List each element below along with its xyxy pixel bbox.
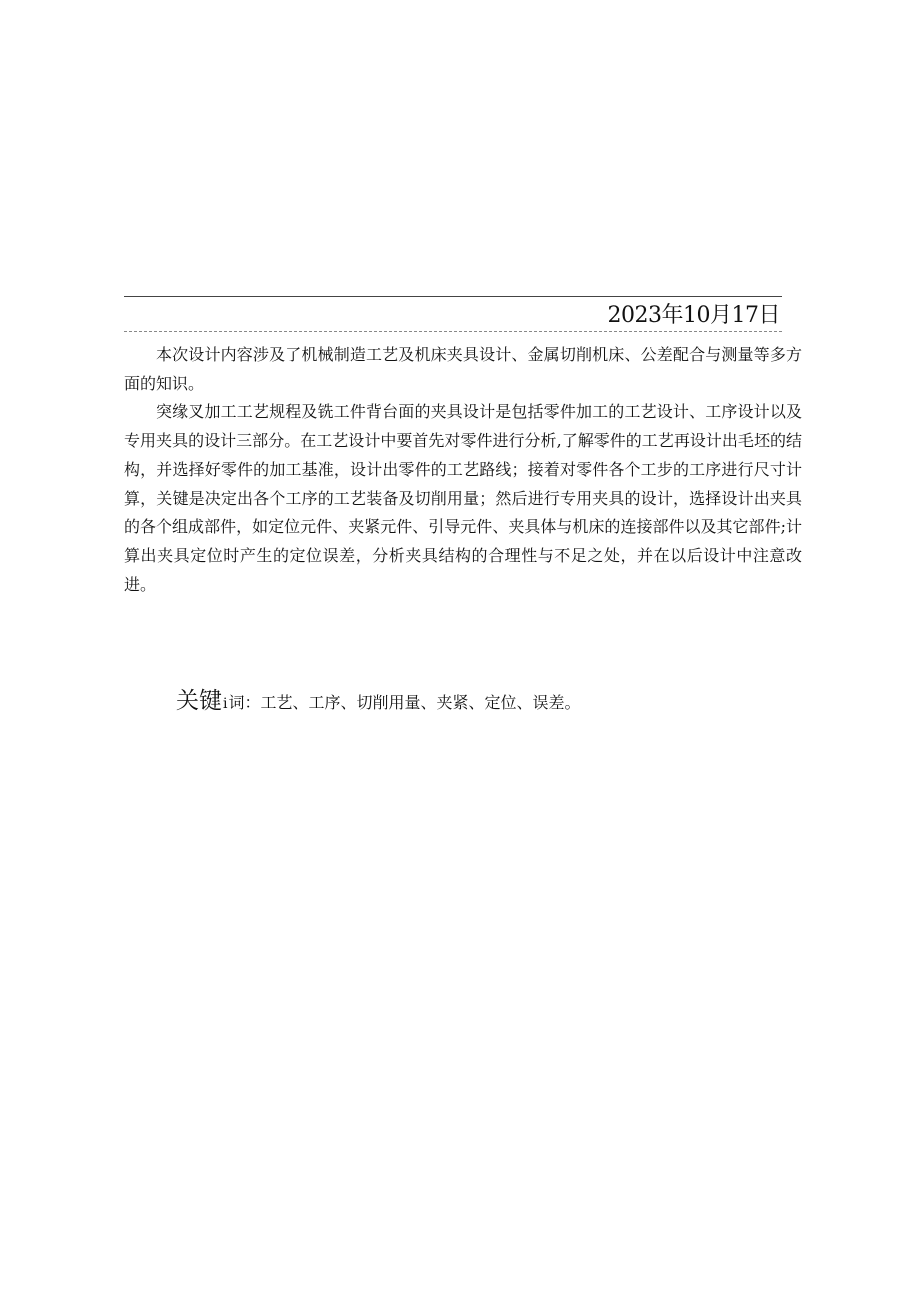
abstract-body xyxy=(124,341,802,599)
abstract-paragraph-1: 本次设计内容涉及了机械制造工艺及机床夹具设计、金属切削机床、公差配合与测量等多方面的知识。 xyxy=(124,345,802,393)
keywords-separator: i xyxy=(223,696,228,712)
header-top-rule xyxy=(124,296,782,297)
header-date: 2023年10月17日 xyxy=(607,303,780,328)
header-bottom-rule xyxy=(124,331,782,332)
keywords-line xyxy=(176,684,581,721)
abstract-paragraph-2: 突缘叉加工工艺规程及铣工件背台面的夹具设计是包括零件加工的工艺设计、工序设计以及专用夹具的设计三部分。在工艺设计中要首先对零件进行分析,了解零件的工艺再设计出毛坯的结构，并选择好零件的加工基准，设计出零件的工艺路线；接着对零件各个工步的工序进行尺寸计算，关键是决定出各个工序的工艺装备及切削用量；然后进行专用夹具的设计，选择设计出夹具的各个组成部件，如定位元件、夹紧元件、引导元件、夹具体与机床的连接部件以及其它部件;计算出夹具定位时产生的定位误差，分析夹具结构的合理性与不足之处，并在以后设计中注意改进。 xyxy=(124,402,802,594)
keywords-label: 关键 xyxy=(176,688,222,714)
keywords-text: 词：工艺、工序、切削用量、夹紧、定位、误差。 xyxy=(228,693,581,712)
